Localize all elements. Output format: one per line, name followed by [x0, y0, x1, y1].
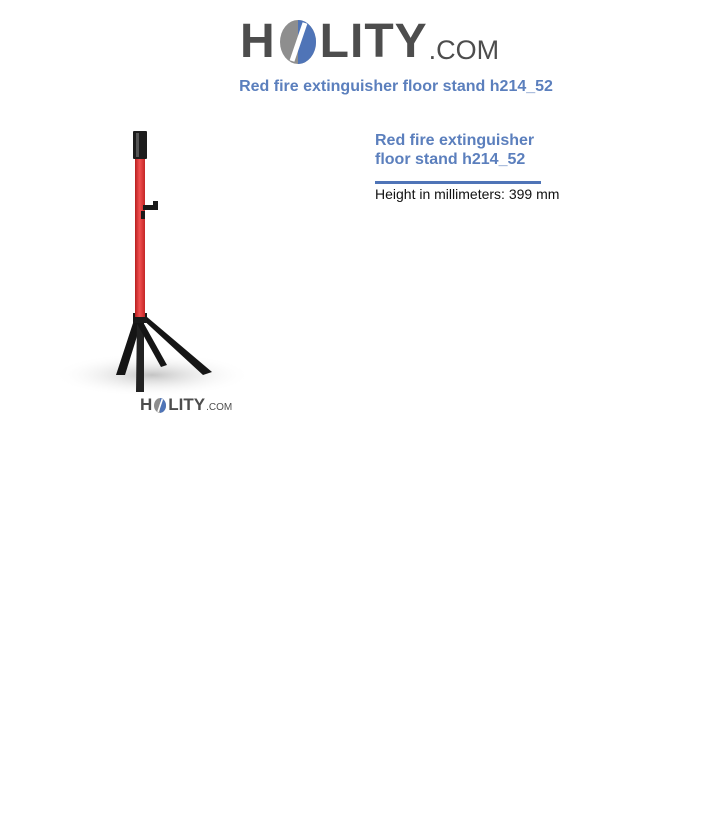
spec-height-label: Height in millimeters:	[375, 186, 505, 202]
watermark-logo	[140, 395, 232, 415]
watermark-tld: .COM	[206, 402, 233, 413]
page-title: Red fire extinguisher floor stand h214_52	[239, 78, 553, 95]
logo-tld: .COM	[428, 35, 500, 65]
holity-logo[interactable]	[240, 8, 499, 70]
product-title-line1: Red fire extinguisher	[375, 132, 535, 149]
logo-wordmark	[240, 14, 428, 70]
logo-letter-h: H	[240, 15, 276, 68]
spec-height-value: 399 mm	[508, 186, 560, 202]
watermark-letters-lity: LITY	[168, 395, 206, 414]
spec-height	[375, 186, 559, 202]
logo-o-icon	[277, 17, 319, 67]
title-divider	[375, 181, 541, 184]
watermark-letter-h: H	[140, 395, 153, 414]
product-title	[375, 131, 575, 169]
product-image	[37, 117, 257, 417]
watermark-o-icon	[153, 397, 167, 414]
stand-shadow	[52, 353, 252, 397]
logo-letters-lity: LITY	[319, 15, 428, 68]
product-title-line2: floor stand h214_52	[375, 151, 526, 168]
stand-pole	[133, 131, 158, 317]
